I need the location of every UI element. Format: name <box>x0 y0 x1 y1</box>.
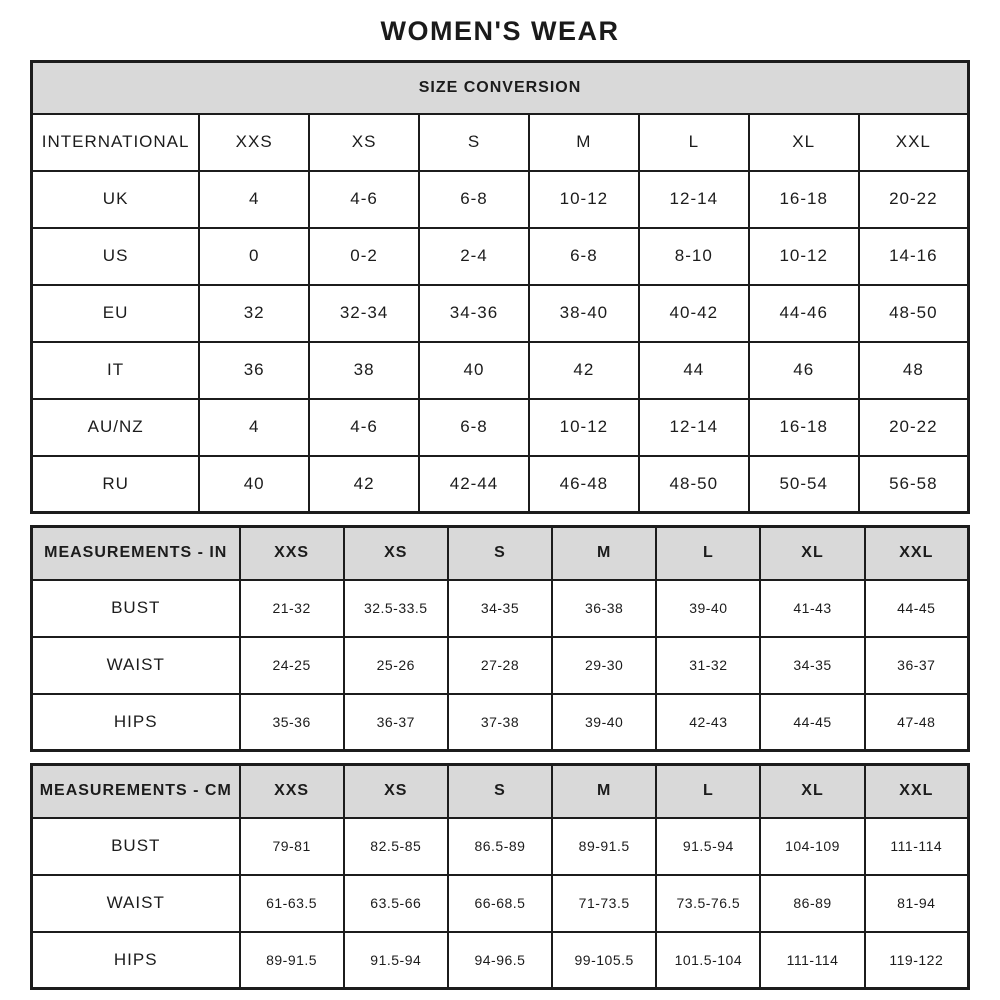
table-cell: 101.5-104 <box>656 932 760 989</box>
table-cell: 42-44 <box>419 456 529 513</box>
table-cell: 42 <box>309 456 419 513</box>
table-cell: 73.5-76.5 <box>656 875 760 932</box>
row-label: BUST <box>32 580 240 637</box>
table-row <box>32 171 969 228</box>
size-column-label: M <box>552 765 656 818</box>
table-cell: 91.5-94 <box>344 932 448 989</box>
size-conversion-title-row <box>32 62 969 114</box>
table-cell: 41-43 <box>760 580 864 637</box>
table-cell: 24-25 <box>240 637 344 694</box>
table-cell: 44 <box>639 342 749 399</box>
row-label: EU <box>32 285 200 342</box>
table-cell: 6-8 <box>419 171 529 228</box>
size-column-label: S <box>448 765 552 818</box>
table-cell: 38 <box>309 342 419 399</box>
table-cell: 32-34 <box>309 285 419 342</box>
size-column-label: L <box>656 527 760 580</box>
table-cell: 111-114 <box>865 818 969 875</box>
table-cell: 66-68.5 <box>448 875 552 932</box>
table-cell: 104-109 <box>760 818 864 875</box>
measurements-in-body <box>32 580 969 751</box>
table-cell: 16-18 <box>749 171 859 228</box>
size-column-label: XXS <box>240 527 344 580</box>
size-column-label: XS <box>344 765 448 818</box>
table-row <box>32 637 969 694</box>
row-label: RU <box>32 456 200 513</box>
size-column-label: S <box>419 114 529 171</box>
size-column-label: S <box>448 527 552 580</box>
table-cell: 44-45 <box>865 580 969 637</box>
table-cell: 6-8 <box>419 399 529 456</box>
table-cell: 6-8 <box>529 228 639 285</box>
measurements-cm-header-row <box>32 765 969 818</box>
table-cell: 46 <box>749 342 859 399</box>
table-cell: 10-12 <box>529 171 639 228</box>
size-column-label: XXS <box>199 114 309 171</box>
table-cell: 32.5-33.5 <box>344 580 448 637</box>
table-cell: 81-94 <box>865 875 969 932</box>
table-cell: 20-22 <box>859 399 969 456</box>
table-cell: 71-73.5 <box>552 875 656 932</box>
measurements-cm-table <box>30 763 970 990</box>
table-cell: 40 <box>419 342 529 399</box>
table-cell: 42-43 <box>656 694 760 751</box>
table-cell: 38-40 <box>529 285 639 342</box>
row-label: HIPS <box>32 694 240 751</box>
table-cell: 86-89 <box>760 875 864 932</box>
table-cell: 29-30 <box>552 637 656 694</box>
measurements-in-header-row <box>32 527 969 580</box>
table-cell: 4 <box>199 399 309 456</box>
table-cell: 10-12 <box>749 228 859 285</box>
size-column-label: XS <box>309 114 419 171</box>
row-label: US <box>32 228 200 285</box>
table-cell: 16-18 <box>749 399 859 456</box>
size-column-label: XL <box>760 527 864 580</box>
table-row <box>32 818 969 875</box>
table-cell: 27-28 <box>448 637 552 694</box>
row-label: HIPS <box>32 932 240 989</box>
size-column-label: XXL <box>859 114 969 171</box>
table-cell: 44-45 <box>760 694 864 751</box>
table-cell: 8-10 <box>639 228 749 285</box>
table-cell: 12-14 <box>639 399 749 456</box>
measurements-cm-header: MEASUREMENTS - CM <box>32 765 240 818</box>
row-label: IT <box>32 342 200 399</box>
table-cell: 42 <box>529 342 639 399</box>
table-row <box>32 580 969 637</box>
size-column-label: L <box>656 765 760 818</box>
measurements-cm-body <box>32 818 969 989</box>
row-label: BUST <box>32 818 240 875</box>
table-cell: 47-48 <box>865 694 969 751</box>
size-column-label: XL <box>760 765 864 818</box>
size-column-label: XS <box>344 527 448 580</box>
table-row <box>32 694 969 751</box>
table-cell: 34-36 <box>419 285 529 342</box>
table-cell: 12-14 <box>639 171 749 228</box>
table-cell: 99-105.5 <box>552 932 656 989</box>
table-cell: 21-32 <box>240 580 344 637</box>
size-conversion-table <box>30 60 970 514</box>
table-cell: 91.5-94 <box>656 818 760 875</box>
size-column-label: XXL <box>865 765 969 818</box>
table-cell: 4-6 <box>309 399 419 456</box>
table-cell: 25-26 <box>344 637 448 694</box>
table-cell: 34-35 <box>760 637 864 694</box>
table-cell: 48 <box>859 342 969 399</box>
table-cell: 31-32 <box>656 637 760 694</box>
table-cell: 39-40 <box>552 694 656 751</box>
table-row <box>32 399 969 456</box>
table-cell: 79-81 <box>240 818 344 875</box>
page-title: WOMEN'S WEAR <box>380 16 620 46</box>
table-cell: 94-96.5 <box>448 932 552 989</box>
size-column-label: XXL <box>865 527 969 580</box>
table-cell: 2-4 <box>419 228 529 285</box>
table-cell: 111-114 <box>760 932 864 989</box>
size-column-label: L <box>639 114 749 171</box>
size-column-label: XL <box>749 114 859 171</box>
row-label: WAIST <box>32 875 240 932</box>
row-label: WAIST <box>32 637 240 694</box>
table-cell: 4 <box>199 171 309 228</box>
table-row <box>32 932 969 989</box>
table-cell: 36-38 <box>552 580 656 637</box>
table-row <box>32 285 969 342</box>
table-cell: 35-36 <box>240 694 344 751</box>
table-cell: 48-50 <box>639 456 749 513</box>
size-column-label: M <box>552 527 656 580</box>
table-cell: 0-2 <box>309 228 419 285</box>
size-column-label: M <box>529 114 639 171</box>
table-cell: 48-50 <box>859 285 969 342</box>
table-cell: 0 <box>199 228 309 285</box>
size-conversion-header: SIZE CONVERSION <box>32 62 969 114</box>
size-column-label: XXS <box>240 765 344 818</box>
size-conversion-columns-row <box>32 114 969 171</box>
table-cell: 82.5-85 <box>344 818 448 875</box>
table-cell: 34-35 <box>448 580 552 637</box>
table-cell: 86.5-89 <box>448 818 552 875</box>
table-cell: 36-37 <box>344 694 448 751</box>
table-cell: 44-46 <box>749 285 859 342</box>
table-row <box>32 875 969 932</box>
table-cell: 14-16 <box>859 228 969 285</box>
table-cell: 89-91.5 <box>552 818 656 875</box>
table-row <box>32 342 969 399</box>
table-cell: 36-37 <box>865 637 969 694</box>
table-row <box>32 228 969 285</box>
size-conversion-body <box>32 114 969 513</box>
table-cell: 56-58 <box>859 456 969 513</box>
table-cell: 63.5-66 <box>344 875 448 932</box>
table-cell: 4-6 <box>309 171 419 228</box>
table-cell: 119-122 <box>865 932 969 989</box>
measurements-in-table <box>30 525 970 752</box>
row-label: UK <box>32 171 200 228</box>
column-header-international: INTERNATIONAL <box>32 114 200 171</box>
table-cell: 20-22 <box>859 171 969 228</box>
table-cell: 10-12 <box>529 399 639 456</box>
table-cell: 89-91.5 <box>240 932 344 989</box>
table-cell: 40 <box>199 456 309 513</box>
table-cell: 40-42 <box>639 285 749 342</box>
row-label: AU/NZ <box>32 399 200 456</box>
table-row <box>32 456 969 513</box>
table-cell: 39-40 <box>656 580 760 637</box>
table-cell: 46-48 <box>529 456 639 513</box>
table-cell: 61-63.5 <box>240 875 344 932</box>
table-cell: 50-54 <box>749 456 859 513</box>
table-cell: 32 <box>199 285 309 342</box>
measurements-in-header: MEASUREMENTS - IN <box>32 527 240 580</box>
table-cell: 37-38 <box>448 694 552 751</box>
table-cell: 36 <box>199 342 309 399</box>
